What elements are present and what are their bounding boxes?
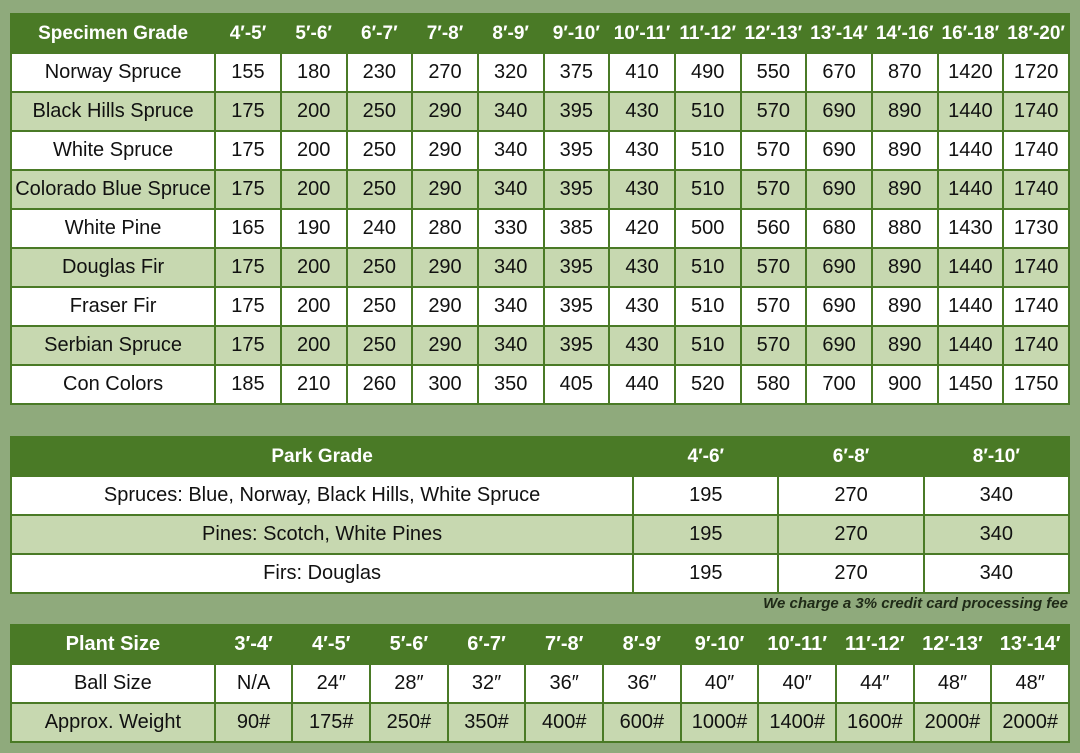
table-row	[12, 288, 1068, 325]
value-cell: 340	[479, 288, 543, 325]
credit-card-fee-note: We charge a 3% credit card processing fee	[763, 595, 1068, 612]
value-cell: 580	[742, 366, 806, 403]
value-cell: 340	[479, 249, 543, 286]
value-cell: 890	[873, 249, 937, 286]
value-cell: 1420	[939, 54, 1003, 91]
specimen-grade-heading: Specimen Grade	[12, 15, 214, 52]
size-column-header: 11′-12′	[676, 15, 740, 52]
tree-name-cell: Colorado Blue Spruce	[12, 171, 214, 208]
size-column-header: 18′-20′	[1004, 15, 1068, 52]
value-cell: 1740	[1004, 93, 1068, 130]
value-cell: 90#	[216, 704, 292, 741]
value-cell: 270	[779, 477, 922, 514]
table-row	[12, 93, 1068, 130]
value-cell: 180	[282, 54, 346, 91]
tree-name-cell: Norway Spruce	[12, 54, 214, 91]
value-cell: 2000#	[992, 704, 1068, 741]
size-column-header: 11′-12′	[837, 626, 913, 663]
value-cell: 1440	[939, 249, 1003, 286]
park-grade-heading: Park Grade	[12, 438, 632, 475]
size-column-header: 13′-14′	[992, 626, 1068, 663]
value-cell: 670	[807, 54, 871, 91]
value-cell: 340	[479, 93, 543, 130]
value-cell: 330	[479, 210, 543, 247]
size-column-header: 9′-10′	[682, 626, 758, 663]
value-cell: 230	[348, 54, 412, 91]
row-label-cell: Approx. Weight	[12, 704, 214, 741]
size-column-header: 8′-10′	[925, 438, 1068, 475]
value-cell: 395	[545, 249, 609, 286]
value-cell: 290	[413, 171, 477, 208]
value-cell: 200	[282, 93, 346, 130]
value-cell: 690	[807, 288, 871, 325]
size-column-header: 8′-9′	[479, 15, 543, 52]
value-cell: 1400#	[759, 704, 835, 741]
tree-name-cell: Douglas Fir	[12, 249, 214, 286]
value-cell: 340	[925, 516, 1068, 553]
value-cell: 340	[479, 132, 543, 169]
value-cell: 165	[216, 210, 280, 247]
value-cell: 36″	[604, 665, 680, 702]
value-cell: 175	[216, 171, 280, 208]
value-cell: 175	[216, 327, 280, 364]
value-cell: 890	[873, 288, 937, 325]
value-cell: 405	[545, 366, 609, 403]
value-cell: 510	[676, 327, 740, 364]
value-cell: 290	[413, 288, 477, 325]
value-cell: 195	[634, 555, 777, 592]
value-cell: 250	[348, 132, 412, 169]
value-cell: 40″	[759, 665, 835, 702]
size-column-header: 12′-13′	[742, 15, 806, 52]
value-cell: 430	[610, 249, 674, 286]
value-cell: 570	[742, 249, 806, 286]
value-cell: 890	[873, 327, 937, 364]
value-cell: 400#	[526, 704, 602, 741]
value-cell: 510	[676, 132, 740, 169]
value-cell: 510	[676, 93, 740, 130]
size-column-header: 4′-6′	[634, 438, 777, 475]
value-cell: 570	[742, 93, 806, 130]
value-cell: N/A	[216, 665, 292, 702]
value-cell: 340	[925, 555, 1068, 592]
value-cell: 1740	[1004, 249, 1068, 286]
value-cell: 340	[925, 477, 1068, 514]
value-cell: 260	[348, 366, 412, 403]
value-cell: 700	[807, 366, 871, 403]
value-cell: 340	[479, 171, 543, 208]
tree-group-cell: Pines: Scotch, White Pines	[12, 516, 632, 553]
value-cell: 1730	[1004, 210, 1068, 247]
size-column-header: 13′-14′	[807, 15, 871, 52]
size-column-header: 12′-13′	[915, 626, 991, 663]
value-cell: 40″	[682, 665, 758, 702]
size-column-header: 9′-10′	[545, 15, 609, 52]
value-cell: 890	[873, 93, 937, 130]
size-column-header: 10′-11′	[759, 626, 835, 663]
table-row	[12, 54, 1068, 91]
table-row	[12, 366, 1068, 403]
size-column-header: 14′-16′	[873, 15, 937, 52]
value-cell: 320	[479, 54, 543, 91]
value-cell: 1440	[939, 171, 1003, 208]
value-cell: 570	[742, 132, 806, 169]
tree-name-cell: Serbian Spruce	[12, 327, 214, 364]
value-cell: 690	[807, 171, 871, 208]
value-cell: 1440	[939, 288, 1003, 325]
tree-name-cell: Fraser Fir	[12, 288, 214, 325]
tree-name-cell: White Pine	[12, 210, 214, 247]
value-cell: 680	[807, 210, 871, 247]
value-cell: 200	[282, 249, 346, 286]
table-row	[12, 477, 1068, 514]
value-cell: 250	[348, 249, 412, 286]
value-cell: 520	[676, 366, 740, 403]
value-cell: 48″	[915, 665, 991, 702]
value-cell: 28″	[371, 665, 447, 702]
value-cell: 290	[413, 132, 477, 169]
value-cell: 190	[282, 210, 346, 247]
value-cell: 1720	[1004, 54, 1068, 91]
value-cell: 690	[807, 132, 871, 169]
value-cell: 175#	[293, 704, 369, 741]
value-cell: 900	[873, 366, 937, 403]
value-cell: 200	[282, 288, 346, 325]
value-cell: 1750	[1004, 366, 1068, 403]
table-header-row	[12, 438, 1068, 475]
value-cell: 570	[742, 171, 806, 208]
value-cell: 870	[873, 54, 937, 91]
value-cell: 1740	[1004, 327, 1068, 364]
value-cell: 1600#	[837, 704, 913, 741]
value-cell: 395	[545, 93, 609, 130]
value-cell: 32″	[449, 665, 525, 702]
size-column-header: 8′-9′	[604, 626, 680, 663]
tree-name-cell: Black Hills Spruce	[12, 93, 214, 130]
value-cell: 510	[676, 288, 740, 325]
value-cell: 1740	[1004, 171, 1068, 208]
value-cell: 690	[807, 93, 871, 130]
plant-size-table	[10, 624, 1070, 743]
value-cell: 1440	[939, 327, 1003, 364]
table-row	[12, 249, 1068, 286]
value-cell: 890	[873, 171, 937, 208]
value-cell: 1740	[1004, 132, 1068, 169]
value-cell: 1430	[939, 210, 1003, 247]
value-cell: 1440	[939, 93, 1003, 130]
table-header-row	[12, 626, 1068, 663]
value-cell: 350	[479, 366, 543, 403]
value-cell: 175	[216, 132, 280, 169]
value-cell: 250	[348, 288, 412, 325]
size-column-header: 6′-7′	[449, 626, 525, 663]
row-label-cell: Ball Size	[12, 665, 214, 702]
value-cell: 395	[545, 132, 609, 169]
value-cell: 1740	[1004, 288, 1068, 325]
size-column-header: 6′-8′	[779, 438, 922, 475]
value-cell: 690	[807, 249, 871, 286]
value-cell: 510	[676, 171, 740, 208]
value-cell: 195	[634, 516, 777, 553]
table-row	[12, 132, 1068, 169]
value-cell: 1440	[939, 132, 1003, 169]
size-column-header: 4′-5′	[216, 15, 280, 52]
value-cell: 430	[610, 93, 674, 130]
value-cell: 200	[282, 171, 346, 208]
value-cell: 200	[282, 132, 346, 169]
table-header-row	[12, 15, 1068, 52]
value-cell: 24″	[293, 665, 369, 702]
value-cell: 175	[216, 93, 280, 130]
value-cell: 175	[216, 249, 280, 286]
value-cell: 560	[742, 210, 806, 247]
value-cell: 2000#	[915, 704, 991, 741]
value-cell: 250	[348, 327, 412, 364]
value-cell: 430	[610, 132, 674, 169]
value-cell: 250#	[371, 704, 447, 741]
value-cell: 290	[413, 327, 477, 364]
value-cell: 395	[545, 288, 609, 325]
value-cell: 385	[545, 210, 609, 247]
value-cell: 195	[634, 477, 777, 514]
value-cell: 270	[413, 54, 477, 91]
value-cell: 375	[545, 54, 609, 91]
value-cell: 185	[216, 366, 280, 403]
table-row	[12, 704, 1068, 741]
value-cell: 48″	[992, 665, 1068, 702]
table-row	[12, 665, 1068, 702]
size-column-header: 5′-6′	[282, 15, 346, 52]
value-cell: 270	[779, 516, 922, 553]
table-row	[12, 171, 1068, 208]
table-row	[12, 516, 1068, 553]
park-grade-table	[10, 436, 1070, 594]
value-cell: 690	[807, 327, 871, 364]
table-row	[12, 555, 1068, 592]
value-cell: 290	[413, 249, 477, 286]
size-column-header: 10′-11′	[610, 15, 674, 52]
value-cell: 250	[348, 93, 412, 130]
table-row	[12, 210, 1068, 247]
value-cell: 175	[216, 288, 280, 325]
value-cell: 440	[610, 366, 674, 403]
value-cell: 500	[676, 210, 740, 247]
size-column-header: 3′-4′	[216, 626, 292, 663]
value-cell: 880	[873, 210, 937, 247]
value-cell: 200	[282, 327, 346, 364]
value-cell: 395	[545, 171, 609, 208]
value-cell: 570	[742, 327, 806, 364]
plant-size-heading: Plant Size	[12, 626, 214, 663]
size-column-header: 5′-6′	[371, 626, 447, 663]
value-cell: 550	[742, 54, 806, 91]
value-cell: 430	[610, 171, 674, 208]
value-cell: 340	[479, 327, 543, 364]
value-cell: 570	[742, 288, 806, 325]
tree-group-cell: Firs: Douglas	[12, 555, 632, 592]
value-cell: 280	[413, 210, 477, 247]
value-cell: 350#	[449, 704, 525, 741]
value-cell: 510	[676, 249, 740, 286]
value-cell: 1000#	[682, 704, 758, 741]
size-column-header: 16′-18′	[939, 15, 1003, 52]
value-cell: 420	[610, 210, 674, 247]
value-cell: 410	[610, 54, 674, 91]
value-cell: 36″	[526, 665, 602, 702]
value-cell: 890	[873, 132, 937, 169]
tree-name-cell: White Spruce	[12, 132, 214, 169]
value-cell: 155	[216, 54, 280, 91]
value-cell: 600#	[604, 704, 680, 741]
value-cell: 210	[282, 366, 346, 403]
value-cell: 430	[610, 327, 674, 364]
value-cell: 290	[413, 93, 477, 130]
value-cell: 430	[610, 288, 674, 325]
value-cell: 240	[348, 210, 412, 247]
value-cell: 44″	[837, 665, 913, 702]
size-column-header: 6′-7′	[348, 15, 412, 52]
value-cell: 490	[676, 54, 740, 91]
value-cell: 270	[779, 555, 922, 592]
size-column-header: 7′-8′	[413, 15, 477, 52]
table-row	[12, 327, 1068, 364]
value-cell: 1450	[939, 366, 1003, 403]
value-cell: 395	[545, 327, 609, 364]
size-column-header: 4′-5′	[293, 626, 369, 663]
size-column-header: 7′-8′	[526, 626, 602, 663]
value-cell: 250	[348, 171, 412, 208]
tree-group-cell: Spruces: Blue, Norway, Black Hills, White Spruce	[12, 477, 632, 514]
value-cell: 300	[413, 366, 477, 403]
tree-name-cell: Con Colors	[12, 366, 214, 403]
specimen-grade-table	[10, 13, 1070, 405]
